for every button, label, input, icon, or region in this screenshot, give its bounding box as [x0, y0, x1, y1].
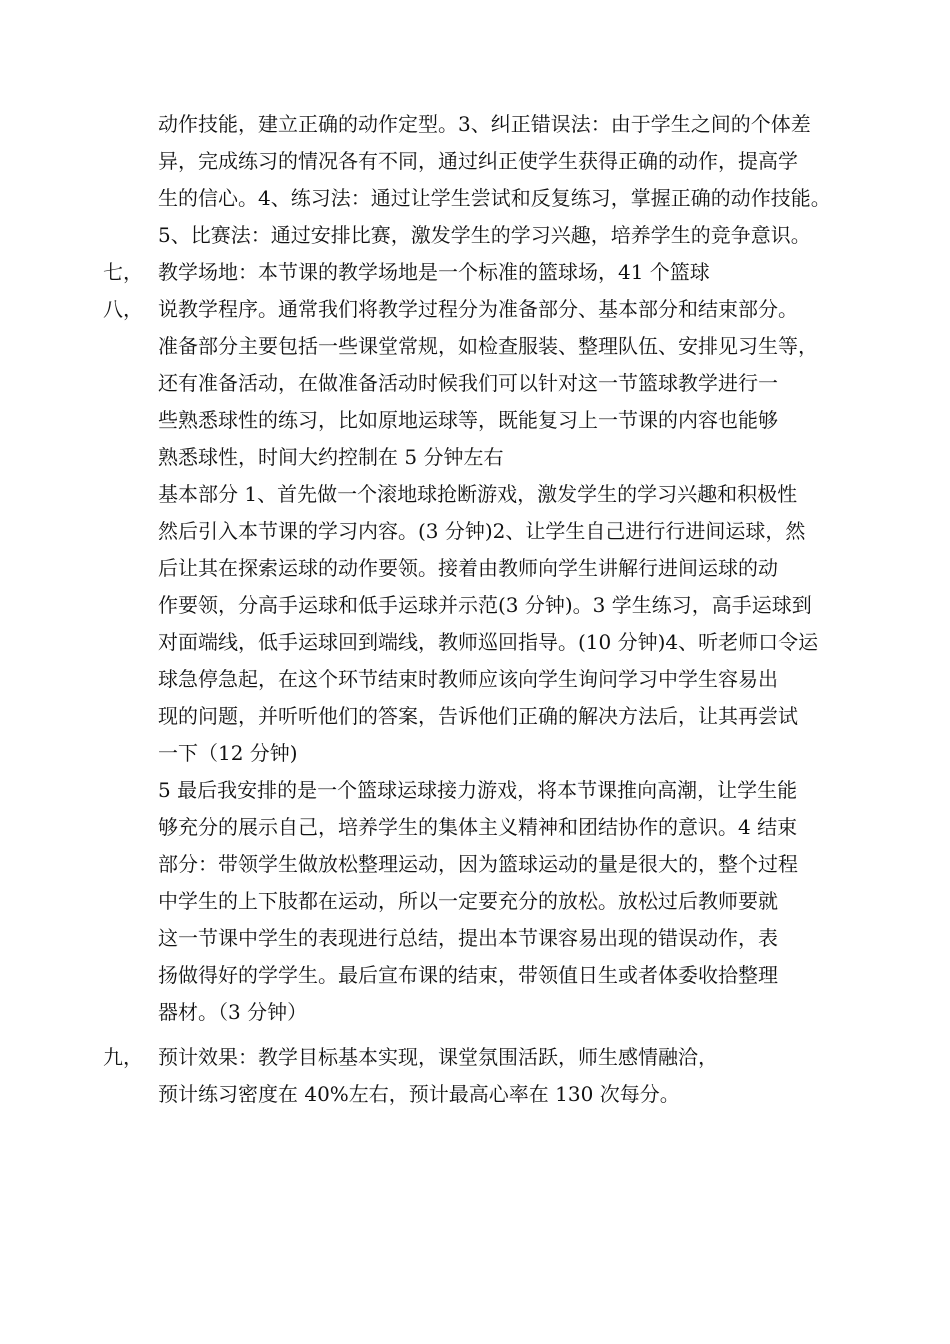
text-line: 部分：带领学生做放松整理运动，因为篮球运动的量是很大的，整个过程: [158, 852, 798, 876]
text-line: 对面端线，低手运球回到端线，教师巡回指导。(10 分钟)4、听老师口令运: [158, 630, 819, 654]
text-line: 5、比赛法：通过安排比赛，激发学生的学习兴趣，培养学生的竞争意识。: [158, 223, 811, 247]
text-line: 5 最后我安排的是一个篮球运球接力游戏，将本节课推向高潮，让学生能: [158, 778, 798, 802]
text-line: 基本部分 1、首先做一个滚地球抢断游戏，激发学生的学习兴趣和积极性: [158, 482, 798, 506]
text-line: 这一节课中学生的表现进行总结，提出本节课容易出现的错误动作，表: [158, 926, 778, 950]
text-line: 球急停急起，在这个环节结束时教师应该向学生询问学习中学生容易出: [158, 667, 778, 691]
text-line: 还有准备活动，在做准备活动时候我们可以针对这一节篮球教学进行一: [158, 371, 778, 395]
section-number-8: 八，: [103, 297, 143, 321]
text-line: 一下（12 分钟): [158, 741, 298, 765]
text-line: 中学生的上下肢都在运动，所以一定要充分的放松。放松过后教师要就: [158, 889, 778, 913]
text-line: 说教学程序。通常我们将教学过程分为准备部分、基本部分和结束部分。: [158, 297, 798, 321]
text-line: 些熟悉球性的练习，比如原地运球等，既能复习上一节课的内容也能够: [158, 408, 778, 432]
text-line: 准备部分主要包括一些课堂常规，如检查服装、整理队伍、安排见习生等，: [158, 334, 818, 358]
text-line: 预计练习密度在 40%左右，预计最高心率在 130 次每分。: [158, 1082, 680, 1106]
text-line: 教学场地：本节课的教学场地是一个标准的篮球场，41 个篮球: [158, 260, 710, 284]
text-line: 生的信心。4、练习法：通过让学生尝试和反复练习，掌握正确的动作技能。: [158, 186, 831, 210]
section-number-7: 七，: [103, 260, 143, 284]
text-line: 异，完成练习的情况各有不同，通过纠正使学生获得正确的动作，提高学: [158, 149, 798, 173]
text-line: 器材。（3 分钟）: [158, 1000, 308, 1024]
text-line: 预计效果：教学目标基本实现，课堂氛围活跃，师生感情融洽，: [158, 1045, 718, 1069]
text-line: 现的问题，并听听他们的答案，告诉他们正确的解决方法后，让其再尝试: [158, 704, 798, 728]
text-line: 作要领，分高手运球和低手运球并示范(3 分钟)。3 学生练习，高手运球到: [158, 593, 812, 617]
text-line: 动作技能，建立正确的动作定型。3、纠正错误法：由于学生之间的个体差: [158, 112, 811, 136]
text-line: 熟悉球性，时间大约控制在 5 分钟左右: [158, 445, 504, 469]
section-number-9: 九，: [103, 1045, 143, 1069]
text-line: 扬做得好的学学生。最后宣布课的结束，带领值日生或者体委收拾整理: [158, 963, 778, 987]
text-line: 然后引入本节课的学习内容。(3 分钟)2、让学生自己进行行进间运球，然: [158, 519, 806, 543]
text-line: 够充分的展示自己，培养学生的集体主义精神和团结协作的意识。4 结束: [158, 815, 798, 839]
text-line: 后让其在探索运球的动作要领。接着由教师向学生讲解行进间运球的动: [158, 556, 778, 580]
